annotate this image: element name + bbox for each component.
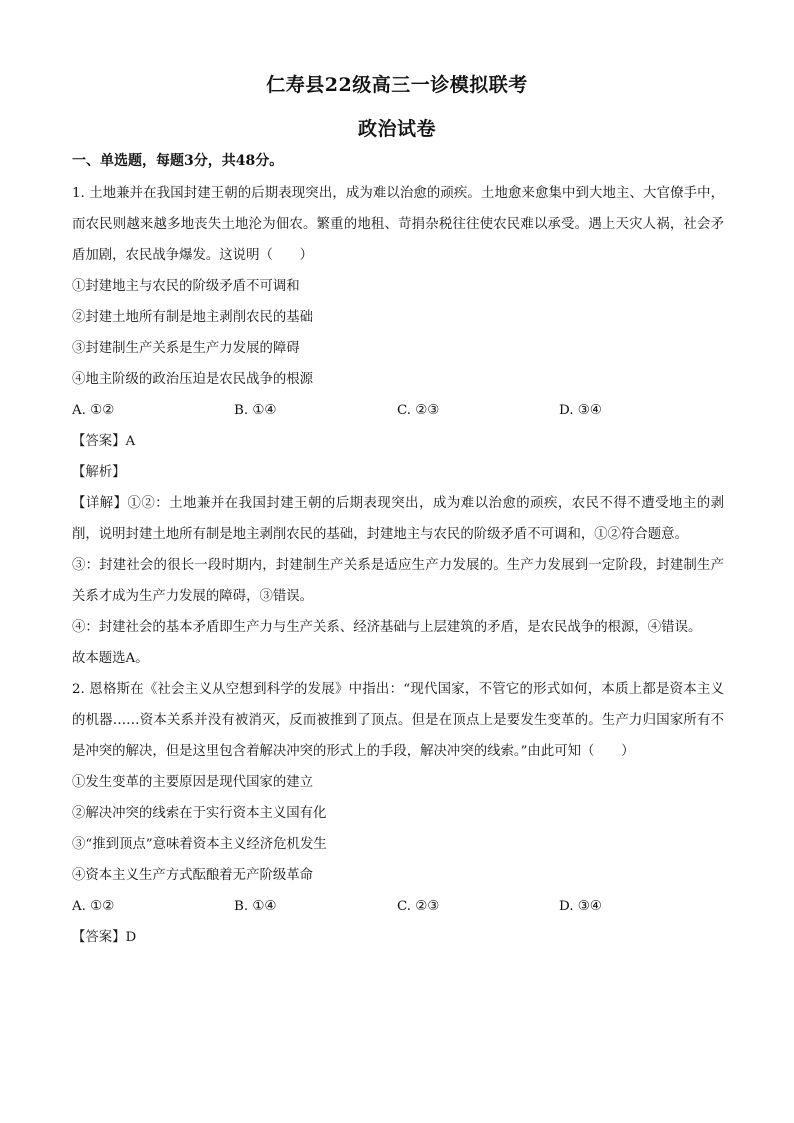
question-2-answer: 【答案】D [72, 930, 137, 945]
question-1-item: ④地主阶级的政治压迫是农民战争的根源 [72, 372, 314, 387]
question-1-stem: 1. 土地兼并在我国封建王朝的后期表现突出，成为难以治愈的顽疾。土地愈来愈集中到大地主、大官僚手中，而农民则越来越多地丧失土地沦为佃农。繁重的地租、苛捐杂税往往使农民难以承受。遇上天灾人祸，社会矛盾加剧，农民战争爆发。这说明（ ） [72, 186, 724, 263]
question-1-options [72, 395, 724, 426]
option-b: B. ①④ [234, 899, 277, 914]
question-content [72, 178, 724, 953]
question-1-analysis-label: 【解析】 [72, 465, 126, 480]
option-d: D. ③④ [559, 403, 602, 418]
question-2-item: ②解决冲突的线索在于实行资本主义国有化 [72, 806, 327, 821]
question-1-detail: 【详解】①②：土地兼并在我国封建王朝的后期表现突出，成为难以治愈的顽疾，农民不得不遭受地主的剥削，说明封建土地所有制是地主剥削农民的基础，封建地主与农民的阶级矛盾不可调和，①②符合题意。 [72, 496, 724, 542]
question-2-stem: 2. 恩格斯在《社会主义从空想到科学的发展》中指出：“现代国家，不管它的形式如何，本质上都是资本主义的机器……资本关系并没有被消灭，反而被推到了顶点。但是在顶点上是要发生变革的。生产力归国家所有不是冲突的解决，但是这里包含着解决冲突的形式上的手段，解决冲突的线索。”由此可知（ ） [72, 682, 724, 759]
question-1-item: ③封建制生产关系是生产力发展的障碍 [72, 341, 300, 356]
question-1-answer: 【答案】A [72, 434, 136, 449]
question-2-item: ①发生变革的主要原因是现代国家的建立 [72, 775, 314, 790]
question-1-detail: ③：封建社会的很长一段时期内，封建制生产关系是适应生产力发展的。生产力发展到一定阶段，封建制生产关系才成为生产力发展的障碍，③错误。 [72, 558, 724, 604]
question-2-item: ③“推到顶点”意味着资本主义经济危机发生 [72, 837, 327, 852]
question-1-conclusion: 故本题选A。 [72, 651, 149, 666]
question-1-item: ②封建土地所有制是地主剥削农民的基础 [72, 310, 314, 325]
question-1-item: ①封建地主与农民的阶级矛盾不可调和 [72, 279, 300, 294]
question-2-item: ④资本主义生产方式酝酿着无产阶级革命 [72, 868, 314, 883]
option-c: C. ②③ [397, 403, 440, 418]
question-2-options [72, 891, 724, 922]
question-1-detail: ④：封建社会的基本矛盾即生产力与生产关系、经济基础与上层建筑的矛盾，是农民战争的根源，④错误。 [72, 620, 702, 635]
option-a: A. ①② [72, 403, 115, 418]
exam-subject: 政治试卷 [357, 118, 436, 140]
section-heading: 一、单选题，每题3分，共48分。 [72, 153, 284, 169]
option-d: D. ③④ [559, 899, 602, 914]
option-b: B. ①④ [234, 403, 277, 418]
option-a: A. ①② [72, 899, 115, 914]
exam-title: 仁寿县22级高三一诊模拟联考 [266, 74, 528, 96]
option-c: C. ②③ [397, 899, 440, 914]
